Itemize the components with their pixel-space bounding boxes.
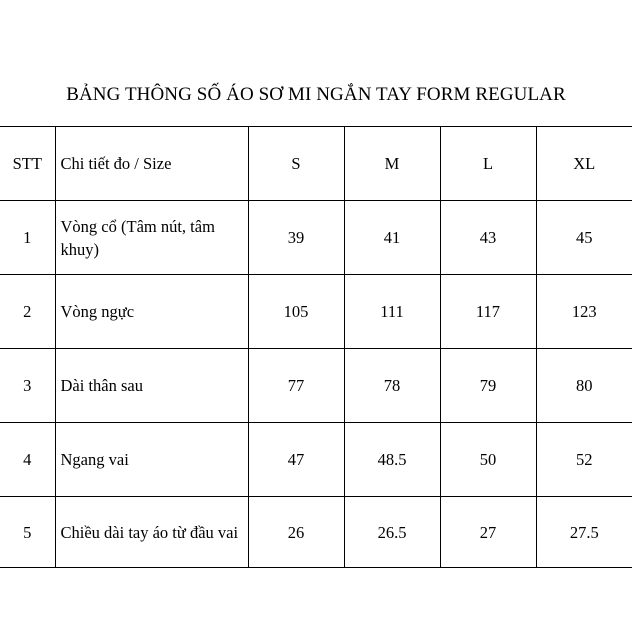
row-number: 2 [0, 275, 55, 349]
value-m: 78 [344, 349, 440, 423]
value-l: 117 [440, 275, 536, 349]
table-row [0, 497, 632, 568]
value-l: 43 [440, 201, 536, 275]
measurement-label: Ngang vai [55, 423, 248, 497]
page-title: BẢNG THÔNG SỐ ÁO SƠ MI NGẮN TAY FORM REGULAR [66, 84, 566, 105]
value-l: 27 [440, 497, 536, 568]
table-header-row [0, 127, 632, 201]
value-m: 41 [344, 201, 440, 275]
value-s: 39 [248, 201, 344, 275]
header-size-s: S [248, 127, 344, 201]
measurement-label: Vòng ngực [55, 275, 248, 349]
value-s: 105 [248, 275, 344, 349]
header-size-m: M [344, 127, 440, 201]
value-l: 50 [440, 423, 536, 497]
value-s: 47 [248, 423, 344, 497]
value-xl: 52 [536, 423, 632, 497]
value-m: 48.5 [344, 423, 440, 497]
row-number: 4 [0, 423, 55, 497]
header-stt: STT [0, 127, 55, 201]
measurement-label: Dài thân sau [55, 349, 248, 423]
value-s: 77 [248, 349, 344, 423]
row-number: 5 [0, 497, 55, 568]
table-row [0, 349, 632, 423]
table-row [0, 423, 632, 497]
measurement-label: Chiều dài tay áo từ đầu vai [55, 497, 248, 568]
value-l: 79 [440, 349, 536, 423]
size-chart-table [0, 126, 632, 568]
value-xl: 80 [536, 349, 632, 423]
value-xl: 45 [536, 201, 632, 275]
row-number: 3 [0, 349, 55, 423]
value-s: 26 [248, 497, 344, 568]
value-m: 111 [344, 275, 440, 349]
header-size-xl: XL [536, 127, 632, 201]
value-m: 26.5 [344, 497, 440, 568]
table-row [0, 275, 632, 349]
value-xl: 27.5 [536, 497, 632, 568]
measurement-label: Vòng cổ (Tâm nút, tâm khuy) [55, 201, 248, 275]
header-measurement: Chi tiết đo / Size [55, 127, 248, 201]
header-size-l: L [440, 127, 536, 201]
value-xl: 123 [536, 275, 632, 349]
table-row [0, 201, 632, 275]
row-number: 1 [0, 201, 55, 275]
